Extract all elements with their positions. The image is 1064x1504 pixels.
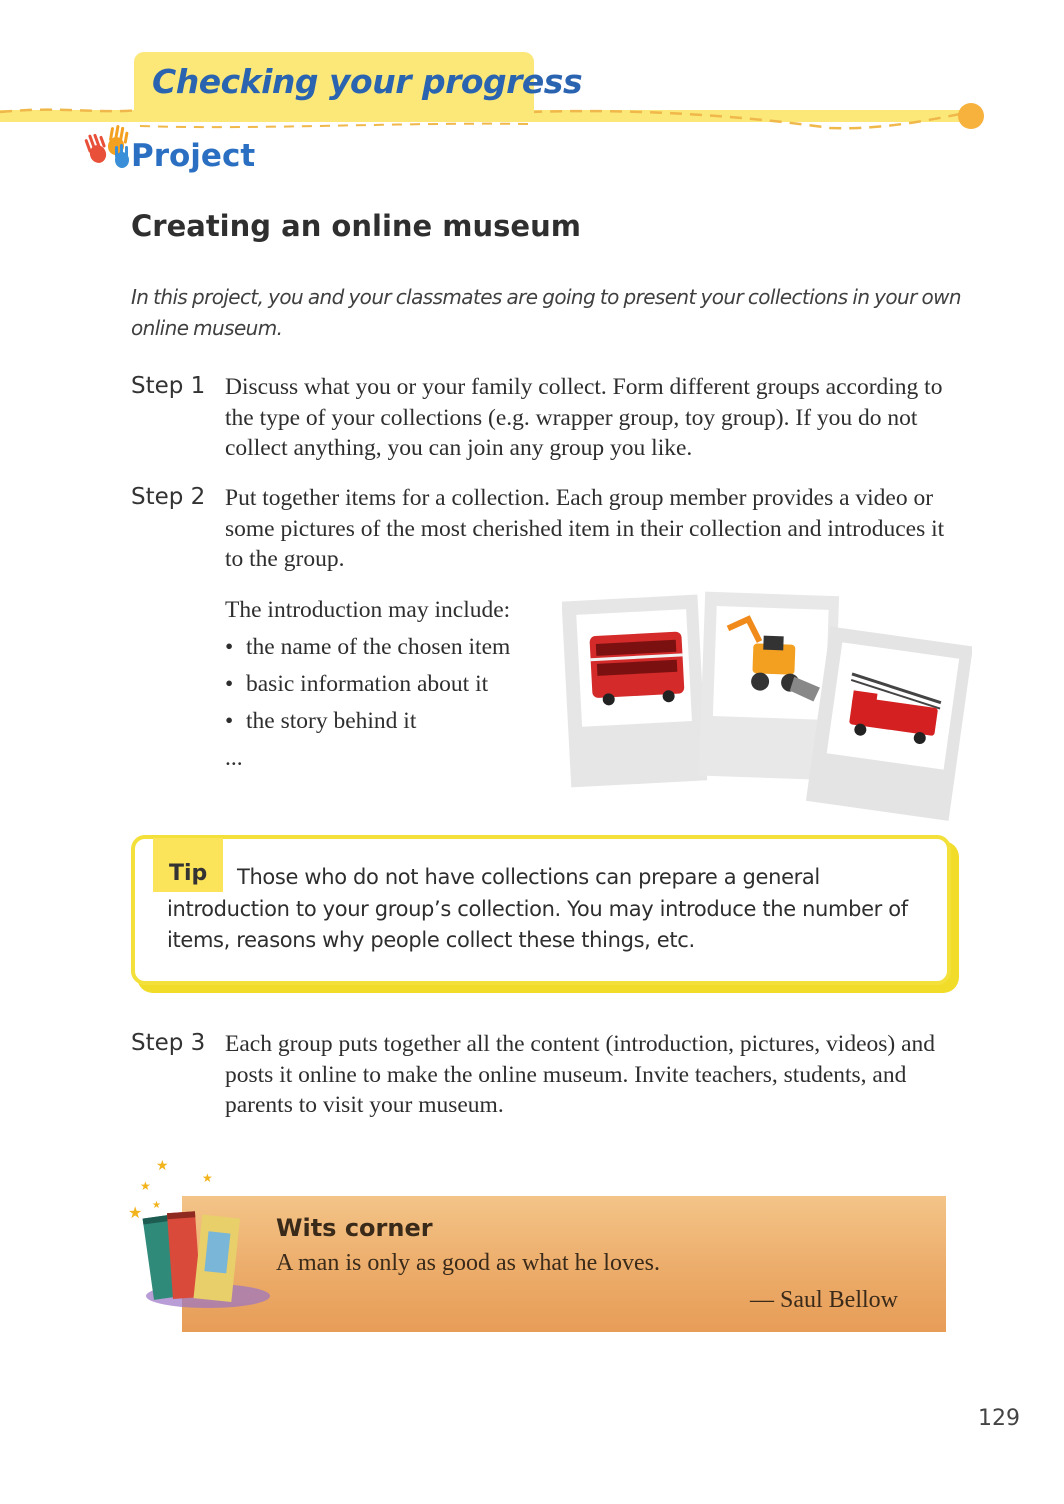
tip-label: Tip	[169, 861, 208, 886]
svg-text:★: ★	[202, 1171, 213, 1185]
list-item: • basic information about it	[225, 666, 545, 703]
tip-text: Those who do not have collections can prepare a general introduction to your group’s collection. You may introduce the number of items, reasons why people collect these things, etc.	[167, 865, 908, 952]
page-number: 129	[978, 1406, 1020, 1431]
photo-stack	[562, 590, 972, 826]
hands-icon	[84, 124, 134, 172]
list-item: • the story behind it	[225, 703, 545, 740]
orange-dot-icon	[958, 103, 984, 129]
books-icon	[128, 1156, 278, 1312]
intro-text: In this project, you and your classmates are going to present your collections in your own online museum.	[131, 285, 961, 340]
svg-text:★: ★	[152, 1200, 161, 1211]
project-heading: Project	[131, 138, 256, 174]
wits-corner-quote: A man is only as good as what he loves.	[276, 1250, 660, 1276]
step-3-text: Each group puts together all the content (introduction, pictures, videos) and posts it online to make the online museum. Invite teachers, students, and parents to visit your museum.	[225, 1031, 936, 1118]
double-decker-bus-photo	[562, 595, 707, 788]
step-2-text: Put together items for a collection. Each group member provides a video or some pictures of the most cherished item in their collection and introduces it to the group.	[225, 485, 945, 572]
svg-text:★: ★	[140, 1179, 151, 1193]
step-1-text: Discuss what you or your family collect. Form different groups according to the type of your collections (e.g. wrapper group, toy group). If you do not collect anything, you can join any group you like.	[225, 374, 943, 461]
list-item: • the name of the chosen item	[225, 629, 545, 666]
section-heading: Creating an online museum	[131, 209, 581, 243]
bullet-list	[225, 629, 545, 740]
step-1-label: Step 1	[131, 373, 206, 399]
introduction-list	[225, 592, 545, 777]
page-title: Checking your progress	[152, 62, 583, 101]
step-2-label: Step 2	[131, 484, 206, 510]
wits-corner-title: Wits corner	[276, 1214, 433, 1242]
svg-text:★: ★	[156, 1158, 169, 1174]
introduction-lead: The introduction may include:	[225, 597, 511, 623]
step-3-label: Step 3	[131, 1030, 206, 1056]
ellipsis: ...	[225, 745, 243, 771]
svg-text:★: ★	[128, 1203, 143, 1222]
wits-corner-author: — Saul Bellow	[750, 1287, 898, 1313]
fire-truck-photo	[806, 627, 972, 821]
